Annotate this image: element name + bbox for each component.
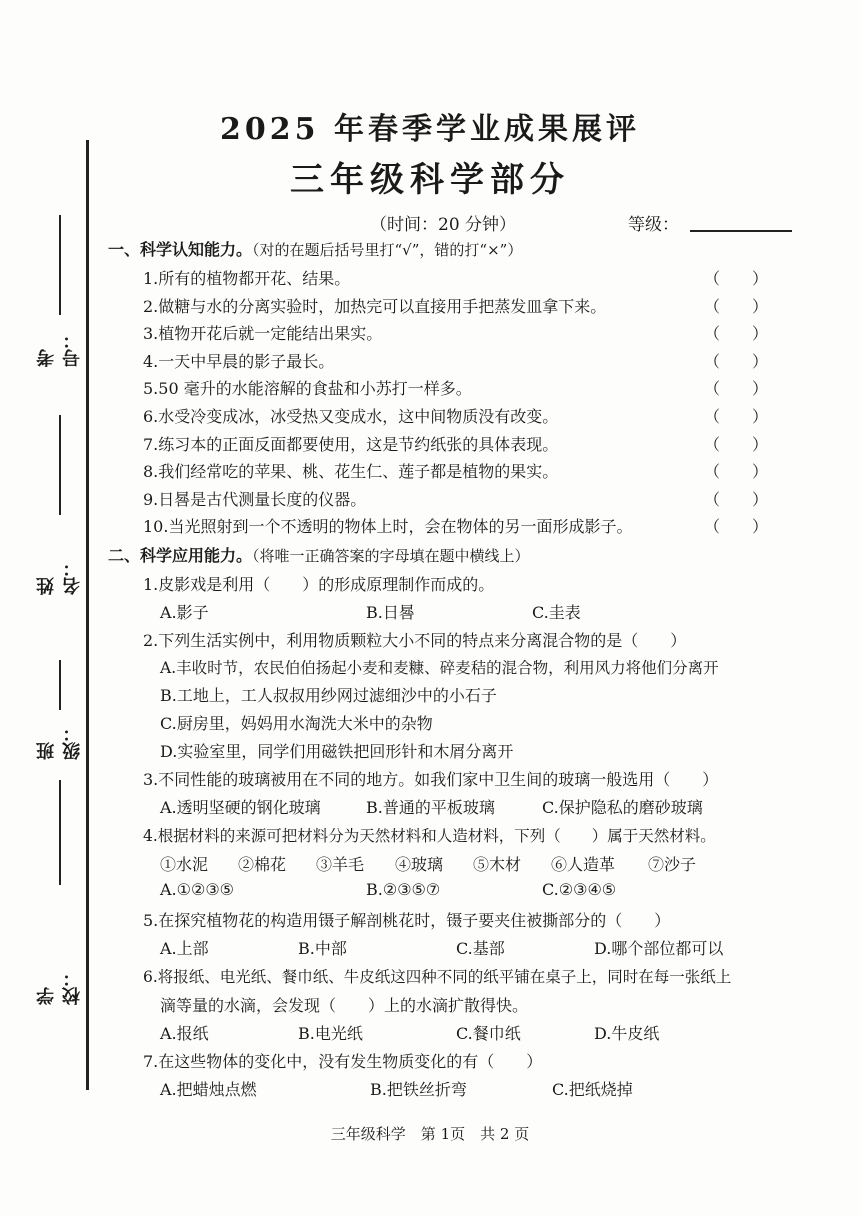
exam-number-label: 考号： bbox=[36, 331, 83, 367]
paren-right: ） bbox=[751, 517, 768, 536]
q2-4-material-2: ②棉花 bbox=[238, 855, 287, 874]
question-2-4: 4.根据材料的来源可把材料分为天然材料和人造材料，下列（ ）属于天然材料。 bbox=[143, 827, 716, 845]
question-2-5: 5.在探究植物花的构造用镊子解剖桃花时，镊子要夹住被撕部分的（ ） bbox=[143, 911, 671, 930]
q2-6-option-a[interactable]: A.报纸 bbox=[160, 1024, 209, 1043]
paren-left: （ bbox=[704, 435, 721, 454]
paren-right: ） bbox=[751, 379, 768, 398]
class-blank-lower[interactable] bbox=[59, 780, 61, 885]
paren-right: ） bbox=[751, 407, 768, 426]
tf-answer-box-8[interactable] bbox=[704, 459, 768, 482]
exam-number-field bbox=[36, 215, 83, 390]
q2-1-option-b[interactable]: B.日晷 bbox=[366, 603, 415, 622]
q2-3-option-c[interactable]: C.保护隐私的磨砂玻璃 bbox=[542, 798, 703, 817]
q2-2-option-c[interactable]: C.厨房里，妈妈用水淘洗大米中的杂物 bbox=[160, 714, 433, 733]
q2-4-material-3: ③羊毛 bbox=[316, 855, 365, 874]
q2-5-option-b[interactable]: B.中部 bbox=[298, 939, 347, 958]
q2-4-option-c[interactable]: C.②③④⑤ bbox=[542, 880, 617, 899]
exam-title: 2025 年春季学业成果展评 bbox=[220, 112, 640, 147]
section-1-title: 一、科学认知能力。 bbox=[108, 240, 253, 259]
paren-left: （ bbox=[704, 324, 721, 343]
q2-1-option-c[interactable]: C.圭表 bbox=[532, 603, 581, 622]
tf-question-9: 9.日晷是古代测量长度的仪器。 bbox=[143, 490, 367, 509]
paren-right: ） bbox=[751, 462, 768, 481]
section-2-note: （将唯一正确答案的字母填在题中横线上） bbox=[252, 547, 530, 565]
question-2-2: 2.下列生活实例中，利用物质颗粒大小不同的特点来分离混合物的是（ ） bbox=[143, 631, 687, 650]
tf-question-2: 2.做糖与水的分离实验时，加热完可以直接用手把蒸发皿拿下来。 bbox=[143, 297, 607, 316]
time-limit: （时间：20 分钟） bbox=[370, 215, 517, 235]
q2-4-option-b[interactable]: B.②③⑤⑦ bbox=[366, 880, 441, 899]
q2-7-option-a[interactable]: A.把蜡烛点燃 bbox=[160, 1080, 257, 1099]
q2-7-option-c[interactable]: C.把纸烧掉 bbox=[552, 1080, 633, 1099]
name-field bbox=[36, 415, 83, 615]
q2-4-material-1: ①水泥 bbox=[160, 855, 209, 874]
question-2-7: 7.在这些物体的变化中，没有发生物质变化的有（ ） bbox=[143, 1052, 543, 1071]
class-field bbox=[36, 660, 83, 890]
q2-5-option-c[interactable]: C.基部 bbox=[456, 939, 505, 958]
tf-answer-box-2[interactable] bbox=[704, 294, 768, 317]
paren-left: （ bbox=[704, 407, 721, 426]
exam-number-blank[interactable] bbox=[59, 215, 61, 315]
tf-answer-box-9[interactable] bbox=[704, 487, 768, 510]
section-2-title: 二、科学应用能力。 bbox=[108, 546, 253, 565]
tf-answer-box-10[interactable] bbox=[704, 514, 768, 537]
question-2-6-line2: 滴等量的水滴，会发现（ ）上的水滴扩散得快。 bbox=[160, 996, 529, 1015]
grade-blank[interactable] bbox=[690, 230, 792, 232]
exam-subtitle: 三年级科学部分 bbox=[290, 160, 570, 200]
tf-answer-box-6[interactable] bbox=[704, 404, 768, 427]
paren-right: ） bbox=[751, 490, 768, 509]
paren-left: （ bbox=[704, 517, 721, 536]
q2-6-option-b[interactable]: B.电光纸 bbox=[298, 1024, 363, 1043]
q2-4-material-7: ⑦沙子 bbox=[648, 855, 697, 874]
tf-answer-box-7[interactable] bbox=[704, 432, 768, 455]
paren-right: ） bbox=[751, 435, 768, 454]
q2-3-option-a[interactable]: A.透明坚硬的钢化玻璃 bbox=[160, 798, 321, 817]
q2-3-option-b[interactable]: B.普通的平板玻璃 bbox=[366, 798, 495, 817]
school-field bbox=[36, 900, 83, 1050]
name-blank[interactable] bbox=[59, 415, 61, 515]
page-footer: 三年级科学 第 1页 共 2 页 bbox=[330, 1125, 530, 1143]
grade-label: 等级： bbox=[628, 215, 679, 235]
tf-question-3: 3.植物开花后就一定能结出果实。 bbox=[143, 324, 383, 343]
paren-left: （ bbox=[704, 379, 721, 398]
paren-left: （ bbox=[704, 297, 721, 316]
paren-left: （ bbox=[704, 352, 721, 371]
paren-right: ） bbox=[751, 324, 768, 343]
tf-question-5: 5.50 毫升的水能溶解的食盐和小苏打一样多。 bbox=[143, 379, 472, 398]
school-label: 学校： bbox=[36, 969, 83, 1005]
tf-question-7: 7.练习本的正面反面都要使用，这是节约纸张的具体表现。 bbox=[143, 435, 559, 454]
q2-4-option-a[interactable]: A.①②③⑤ bbox=[160, 880, 235, 899]
paren-left: （ bbox=[704, 462, 721, 481]
q2-1-option-a[interactable]: A.影子 bbox=[160, 603, 209, 622]
q2-4-material-5: ⑤木材 bbox=[473, 855, 522, 874]
section-1-note: （对的在题后括号里打“√”，错的打“×”） bbox=[252, 241, 523, 259]
question-2-6-line1: 6.将报纸、电光纸、餐巾纸、牛皮纸这四种不同的纸平铺在桌子上，同时在每一张纸上 bbox=[143, 968, 732, 986]
paren-left: （ bbox=[704, 269, 721, 288]
tf-question-8: 8.我们经常吃的苹果、桃、花生仁、莲子都是植物的果实。 bbox=[143, 462, 559, 481]
q2-2-option-d[interactable]: D.实验室里，同学们用磁铁把回形针和木屑分离开 bbox=[160, 742, 514, 761]
paren-right: ） bbox=[751, 352, 768, 371]
name-label: 姓名： bbox=[36, 559, 83, 595]
tf-question-6: 6.水受冷变成冰，冰受热又变成水，这中间物质没有改变。 bbox=[143, 407, 559, 426]
tf-question-4: 4.一天中早晨的影子最长。 bbox=[143, 352, 335, 371]
q2-4-material-4: ④玻璃 bbox=[395, 855, 444, 874]
paren-right: ） bbox=[751, 297, 768, 316]
q2-7-option-b[interactable]: B.把铁丝折弯 bbox=[370, 1080, 467, 1099]
q2-5-option-a[interactable]: A.上部 bbox=[160, 939, 209, 958]
q2-2-option-a[interactable]: A.丰收时节，农民伯伯扬起小麦和麦糠、碎麦秸的混合物，利用风力将他们分离开 bbox=[160, 659, 719, 677]
question-2-1: 1.皮影戏是利用（ ）的形成原理制作而成的。 bbox=[143, 575, 495, 594]
paren-right: ） bbox=[751, 269, 768, 288]
tf-answer-box-1[interactable] bbox=[704, 266, 768, 289]
q2-6-option-d[interactable]: D.牛皮纸 bbox=[594, 1024, 660, 1043]
class-blank[interactable] bbox=[59, 660, 61, 710]
tf-answer-box-3[interactable] bbox=[704, 321, 768, 344]
section-2-heading bbox=[108, 543, 530, 566]
tf-answer-box-5[interactable] bbox=[704, 376, 768, 399]
q2-4-material-6: ⑥人造革 bbox=[551, 855, 616, 874]
tf-question-1: 1.所有的植物都开花、结果。 bbox=[143, 269, 351, 288]
class-label: 班级： bbox=[36, 724, 83, 760]
paren-left: （ bbox=[704, 490, 721, 509]
question-2-3: 3.不同性能的玻璃被用在不同的地方。如我们家中卫生间的玻璃一般选用（ ） bbox=[143, 770, 719, 789]
section-1-heading bbox=[108, 237, 522, 260]
tf-answer-box-4[interactable] bbox=[704, 349, 768, 372]
binding-line bbox=[86, 140, 89, 1090]
q2-6-option-c[interactable]: C.餐巾纸 bbox=[456, 1024, 521, 1043]
q2-5-option-d[interactable]: D.哪个部位都可以 bbox=[594, 939, 724, 958]
tf-question-10: 10.当光照射到一个不透明的物体上时，会在物体的另一面形成影子。 bbox=[143, 517, 633, 536]
q2-2-option-b[interactable]: B.工地上，工人叔叔用纱网过滤细沙中的小石子 bbox=[160, 686, 497, 705]
